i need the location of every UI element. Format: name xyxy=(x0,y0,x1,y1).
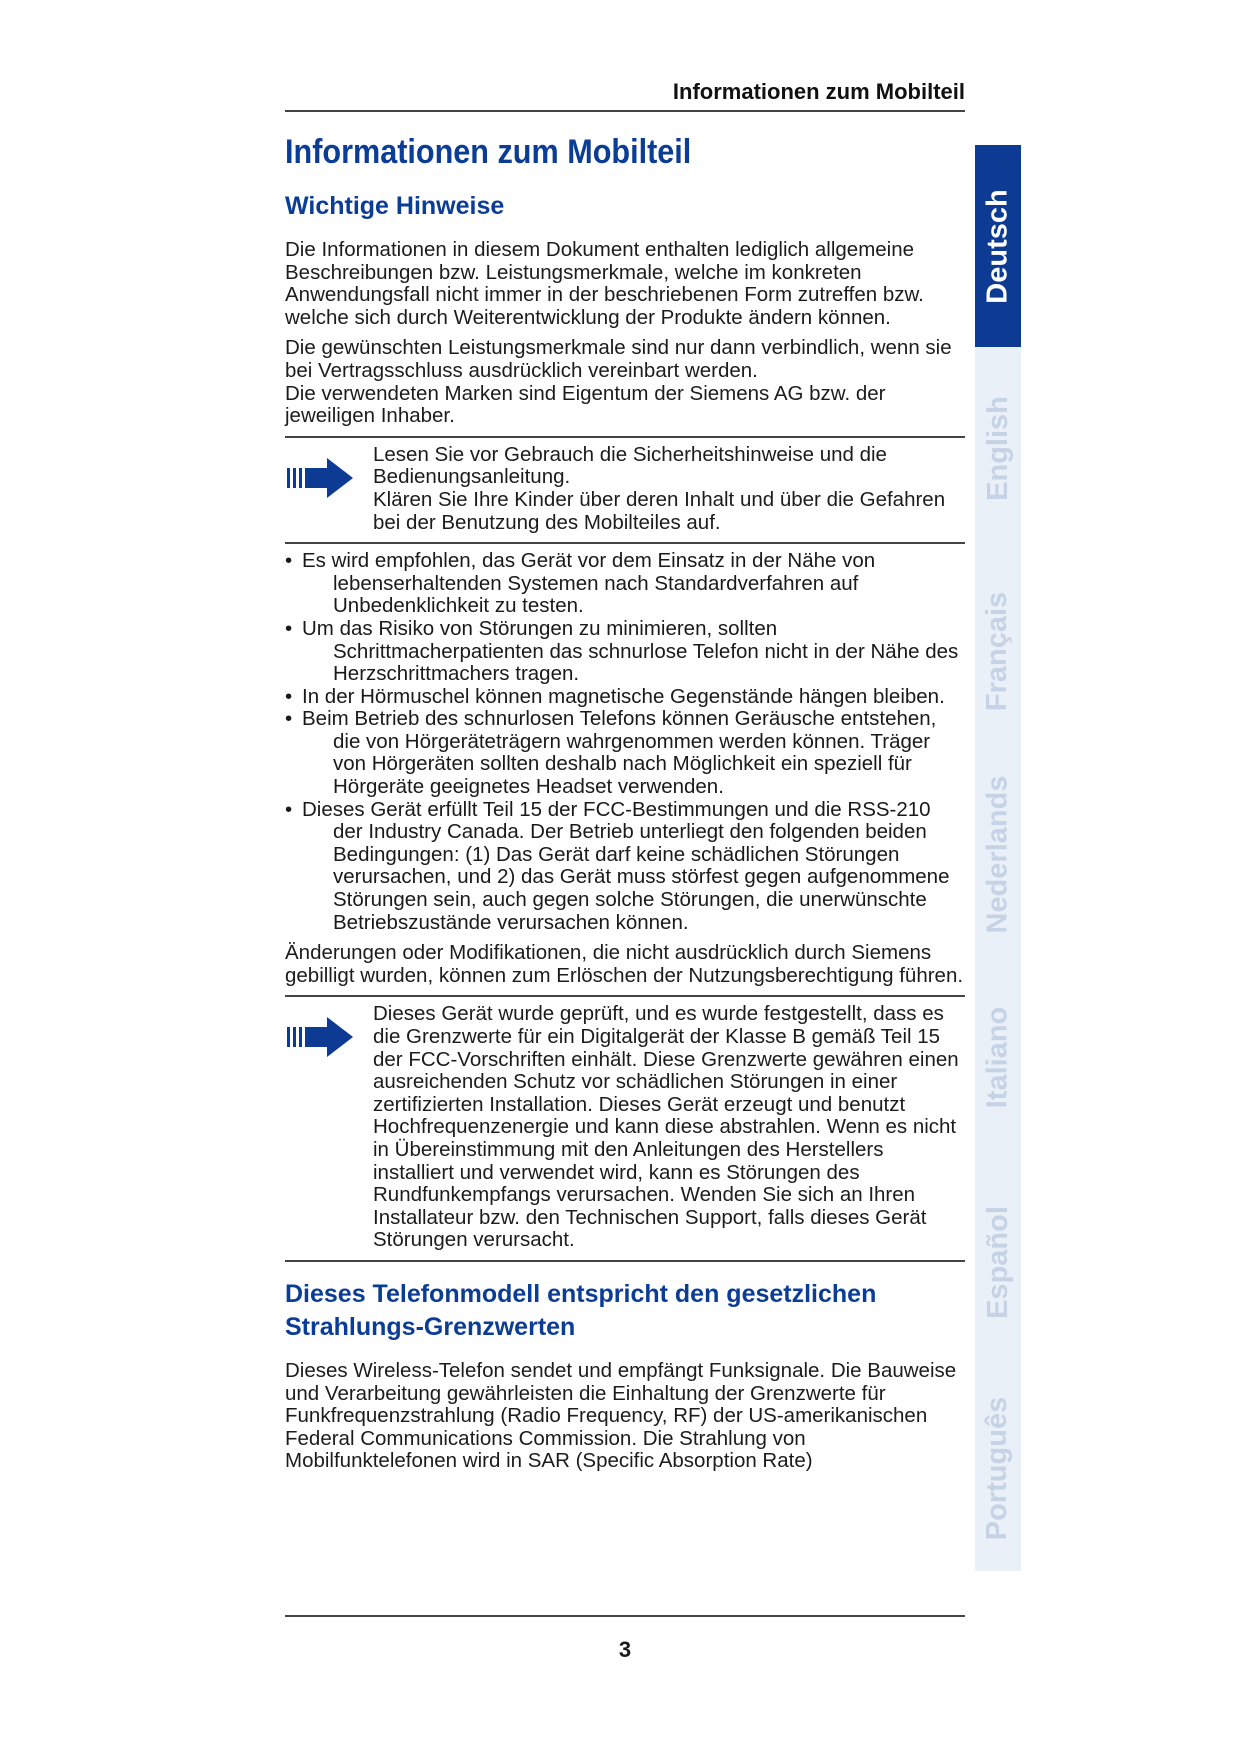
bullet-icon: • xyxy=(285,684,293,708)
bullet-icon: • xyxy=(285,549,293,573)
footer-rule xyxy=(285,1615,965,1617)
trademark-paragraph: Die verwendeten Marken sind Eigentum der Siemens AG bzw. der jeweiligen Inhaber. xyxy=(285,381,886,428)
language-tab-francais[interactable]: Français xyxy=(981,591,1014,712)
binding-features-paragraph: Die gewünschten Leistungsmerkmale sind nur dann verbindlich, wenn sie bei Vertragsschluss ausdrücklich vereinbart werden. xyxy=(285,336,952,382)
page-number: 3 xyxy=(618,1637,632,1662)
language-tab-italiano[interactable]: Italiano xyxy=(981,1006,1014,1109)
notice-box-fcc xyxy=(285,995,965,1262)
running-header: Informationen zum Mobilteil xyxy=(672,79,965,104)
notice-safety-text: Lesen Sie vor Gebrauch die Sicherheitshinweise und die Bedienungsanleitung. xyxy=(373,442,887,489)
notice-children-text: Klären Sie Ihre Kinder über deren Inhalt und über die Gefahren bei der Benutzung des Mobilteiles auf. xyxy=(373,487,946,534)
language-tab-espanol[interactable]: Español xyxy=(981,1205,1014,1319)
modifications-paragraph: Änderungen oder Modifikationen, die nicht ausdrücklich durch Siemens gebilligt wurden, können zum Erlöschen der Nutzungsberechtigung führen. xyxy=(285,941,964,987)
section-heading-wichtige-hinweise: Wichtige Hinweise xyxy=(285,192,505,220)
header-rule xyxy=(285,110,965,112)
language-tab-portugues[interactable]: Português xyxy=(981,1396,1014,1540)
safety-bullet-list xyxy=(285,550,965,934)
list-item: • Beim Betrieb des schnurlosen Telefons können Geräusche entstehen, die von Hörgeräteträgern wahrgenommen werden können. Träger von Hörgeräten sollten deshalb nach Möglichkeit ein speziell für Hörgeräte geeignetes Headset verwenden. xyxy=(285,707,937,799)
bullet-icon: • xyxy=(285,616,293,640)
page-title: Informationen zum Mobilteil xyxy=(285,133,692,171)
bullet-icon: • xyxy=(285,797,293,821)
list-item: • In der Hörmuschel können magnetische Gegenstände hängen bleiben. xyxy=(285,684,945,708)
language-tab-english[interactable]: English xyxy=(981,396,1014,501)
list-item: • Dieses Gerät erfüllt Teil 15 der FCC-Bestimmungen und die RSS-210 der Industry Canada. Der Betrieb unterliegt den folgenden beiden Bedingungen: (1) Das Gerät darf keine schädlichen Störungen verursachen, und 2) das Gerät muss störfest gegen aufgenommene Störungen sein, auch gegen solche Störungen, die unerwünschte Betriebszustände verursachen können. xyxy=(285,797,950,934)
section-heading-radiation: Dieses Telefonmodell entspricht den gesetzlichen Strahlungs-Grenzwerten xyxy=(285,1279,877,1341)
list-item: • Es wird empfohlen, das Gerät vor dem Einsatz in der Nähe von lebenserhaltenden Systemen nach Standardverfahren auf Unbedenklichkeit zu testen. xyxy=(285,549,876,618)
notice-box-safety xyxy=(285,436,965,544)
radiation-paragraph: Dieses Wireless-Telefon sendet und empfängt Funksignale. Die Bauweise und Verarbeitung gewährleisten die Einhaltung der Grenzwerte für Funkfrequenzstrahlung (Radio Frequency, RF) der US-amerikanischen Federal Communications Commission. Die Strahlung von Mobilfunktelefonen wird in SAR (Specific Absorption Rate) xyxy=(285,1358,957,1473)
language-tab-bar xyxy=(975,145,1021,1571)
arrow-right-icon xyxy=(287,458,353,503)
list-item: • Um das Risiko von Störungen zu minimieren, sollten Schrittmacherpatienten das schnurlose Telefon nicht in der Nähe des Herzschrittmachers tragen. xyxy=(285,616,959,686)
language-tab-nederlands[interactable]: Nederlands xyxy=(981,775,1014,934)
language-tab-deutsch[interactable]: Deutsch xyxy=(975,145,1021,347)
notice-fcc-text: Dieses Gerät wurde geprüft, und es wurde festgestellt, dass es die Grenzwerte für ein Digitalgerät der Klasse B gemäß Teil 15 der FCC-Vorschriften einhält. Diese Grenzwerte gewähren einen ausreichenden Schutz vor schädlichen Störungen in einer zertifizierten Installation. Dieses Gerät erzeugt und benutzt Hochfrequenzenergie und kann diese abstrahlen. Wenn es nicht in Übereinstimmung mit den Anleitungen des Herstellers installiert und verwendet wird, kann es Störungen des Rundfunkempfangs verursachen. Wenden Sie sich an Ihren Installateur bzw. den Technischen Support, falls dieses Gerät Störungen verursacht. xyxy=(373,1002,959,1252)
content xyxy=(285,132,965,1473)
intro-paragraph: Die Informationen in diesem Dokument enthalten lediglich allgemeine Beschreibungen bzw. Leistungsmerkmale, welche im konkreten Anwendungsfall nicht immer in der beschriebenen Form zutreffen bzw. welche sich durch Weiterentwicklung der Produkte ändern können. xyxy=(285,238,924,329)
arrow-right-icon xyxy=(287,1017,353,1062)
bullet-icon: • xyxy=(285,707,293,731)
